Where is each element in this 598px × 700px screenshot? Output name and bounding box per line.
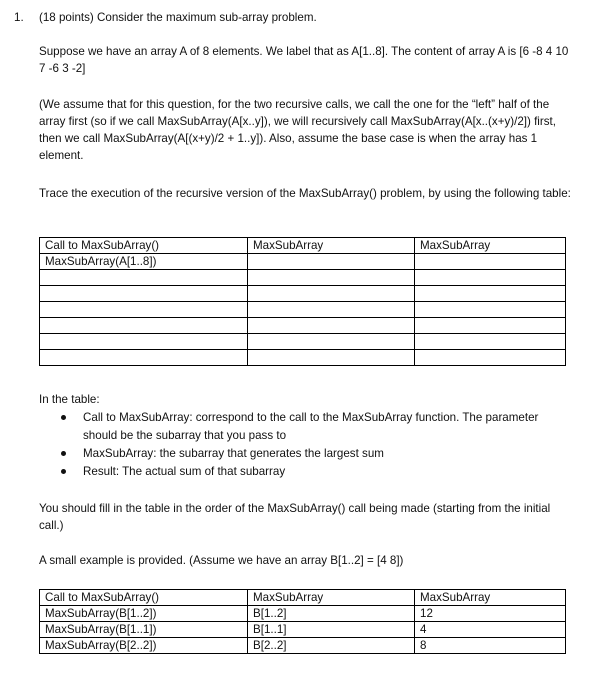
table-cell[interactable] xyxy=(40,286,248,302)
table-cell: MaxSubArray(B[2..2]) xyxy=(40,638,248,654)
array-description: Suppose we have an array A of 8 elements. We label that as A[1..8]. The content of array A is [6 -8 4 10 7 -6 3 -2] xyxy=(39,45,569,75)
header-cell: Call to MaxSubArray() xyxy=(40,590,248,606)
table-cell[interactable] xyxy=(248,302,415,318)
bullet-list xyxy=(60,409,560,481)
table-cell[interactable] xyxy=(40,270,248,286)
table-cell: 4 xyxy=(415,622,566,638)
header-cell: MaxSubArray xyxy=(415,590,566,606)
table-cell: B[2..2] xyxy=(248,638,415,654)
in-table-label: In the table: xyxy=(39,393,100,406)
table-cell[interactable]: MaxSubArray(A[1..8]) xyxy=(40,254,248,270)
header-cell: MaxSubArray xyxy=(248,238,415,254)
header-cell: MaxSubArray xyxy=(415,238,566,254)
table-row xyxy=(40,302,566,318)
trace-table xyxy=(39,237,566,366)
table-cell[interactable] xyxy=(415,350,566,366)
example-intro: A small example is provided. (Assume we have an array B[1..2] = [4 8]) xyxy=(39,554,404,567)
question-number: 1. xyxy=(14,11,24,24)
table-row xyxy=(40,606,566,622)
list-item xyxy=(60,409,560,445)
table-row xyxy=(40,350,566,366)
table-cell[interactable] xyxy=(40,318,248,334)
bullet-icon xyxy=(61,469,66,474)
bullet-icon xyxy=(61,451,66,456)
table-cell[interactable] xyxy=(248,318,415,334)
header-cell: Call to MaxSubArray() xyxy=(40,238,248,254)
table-cell[interactable] xyxy=(415,318,566,334)
table-row xyxy=(40,286,566,302)
table-header-row xyxy=(40,238,566,254)
table-cell: B[1..1] xyxy=(248,622,415,638)
recursion-assumption: (We assume that for this question, for the two recursive calls, we call the one for the “left” half of the array first (so if we call MaxSubArray(A[x..y]), we will recursively call MaxSubArray(A[x..(x+y)/2]) first, then we call MaxSubArray(A[(x+y)/2 + 1..y]). Also, assume the base case is when the array has 1 element. xyxy=(39,98,556,162)
table-cell[interactable] xyxy=(40,350,248,366)
table-cell: 8 xyxy=(415,638,566,654)
table-cell[interactable] xyxy=(248,270,415,286)
table-row xyxy=(40,270,566,286)
table-cell[interactable] xyxy=(248,286,415,302)
table-cell[interactable] xyxy=(415,286,566,302)
table-row xyxy=(40,318,566,334)
bullet-text: MaxSubArray: the subarray that generates the largest sum xyxy=(83,447,384,460)
header-cell: MaxSubArray xyxy=(248,590,415,606)
table-cell[interactable] xyxy=(415,254,566,270)
table-row xyxy=(40,334,566,350)
bullet-text: Call to MaxSubArray: correspond to the call to the MaxSubArray function. The parameter should be the subarray that you pass to xyxy=(83,411,539,442)
table-cell[interactable] xyxy=(40,302,248,318)
list-item xyxy=(60,445,560,463)
table-header-row xyxy=(40,590,566,606)
example-table xyxy=(39,589,566,654)
table-cell[interactable] xyxy=(415,302,566,318)
fill-order-instructions: You should fill in the table in the order of the MaxSubArray() call being made (starting from the initial call.) xyxy=(39,502,551,532)
bullet-text: Result: The actual sum of that subarray xyxy=(83,465,286,478)
table-cell: B[1..2] xyxy=(248,606,415,622)
table-cell: MaxSubArray(B[1..1]) xyxy=(40,622,248,638)
table-cell: MaxSubArray(B[1..2]) xyxy=(40,606,248,622)
table-cell[interactable] xyxy=(40,334,248,350)
table-row xyxy=(40,638,566,654)
table-row xyxy=(40,254,566,270)
table-cell[interactable] xyxy=(248,254,415,270)
trace-instructions: Trace the execution of the recursive version of the MaxSubArray() problem, by using the following table: xyxy=(39,187,571,200)
question-header: (18 points) Consider the maximum sub-array problem. xyxy=(39,11,317,24)
table-cell: 12 xyxy=(415,606,566,622)
table-cell[interactable] xyxy=(248,334,415,350)
table-cell[interactable] xyxy=(415,334,566,350)
list-item xyxy=(60,463,560,481)
table-cell[interactable] xyxy=(415,270,566,286)
table-row xyxy=(40,622,566,638)
bullet-icon xyxy=(61,415,66,420)
table-cell[interactable] xyxy=(248,350,415,366)
